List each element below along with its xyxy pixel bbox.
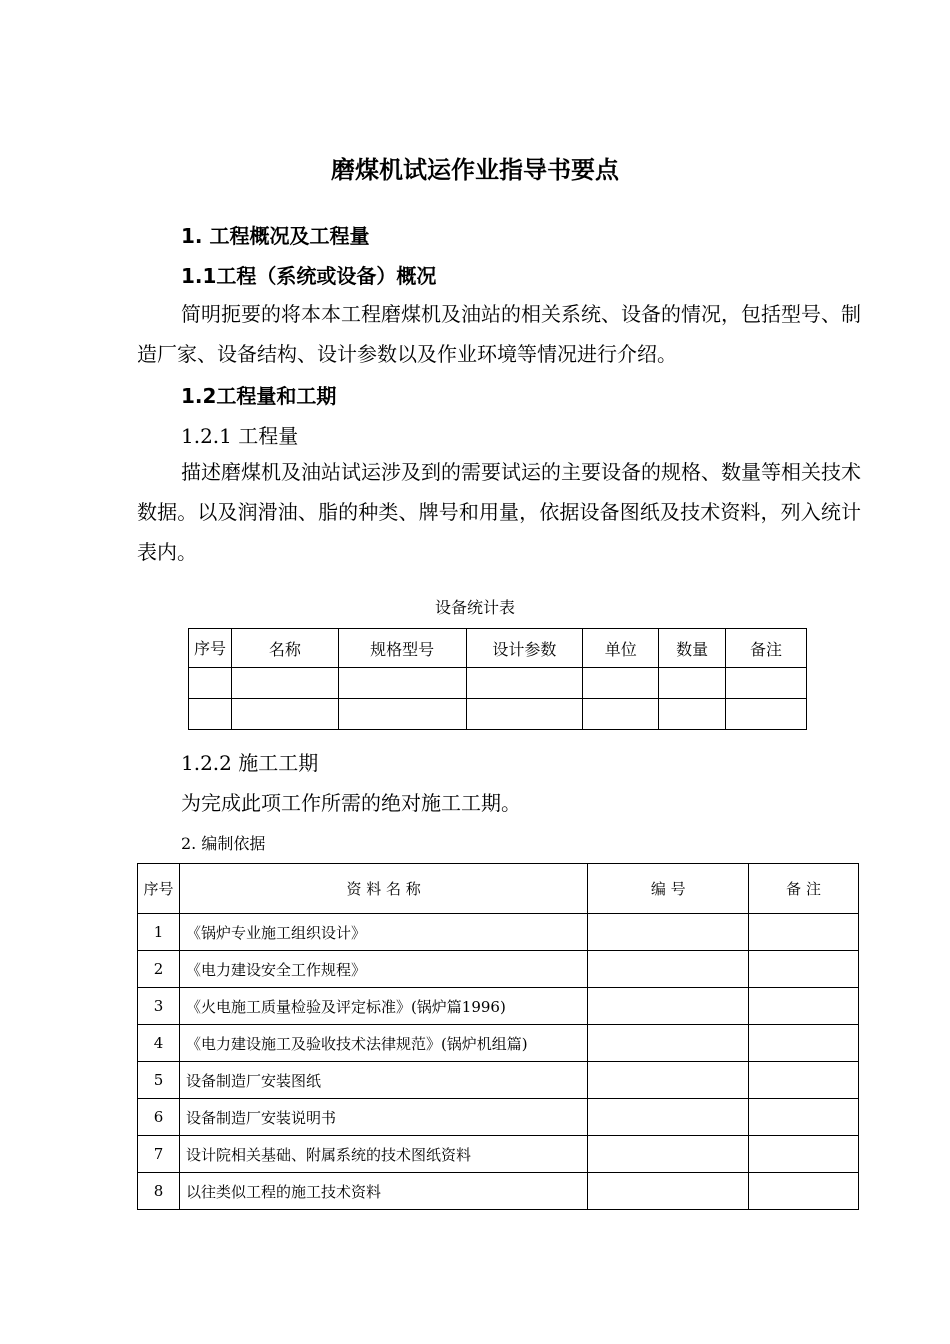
table-cell: [659, 699, 726, 730]
header-cell: 序号: [138, 864, 180, 914]
section-2-heading: 2. 编制依据: [181, 834, 266, 853]
header-cell: 序号: [189, 629, 232, 668]
document-name: 《火电施工质量检验及评定标准》(锅炉篇1996): [179, 988, 587, 1025]
document-name: 《电力建设施工及验收技术法律规范》(锅炉机组篇): [179, 1025, 587, 1062]
table-cell: [749, 988, 859, 1025]
header-cell: 单位: [583, 629, 659, 668]
table-cell: [189, 668, 232, 699]
document-name: 设备制造厂安装说明书: [179, 1099, 587, 1136]
row-number: 7: [138, 1136, 180, 1173]
table-cell: [749, 1099, 859, 1136]
row-number: 2: [138, 951, 180, 988]
table-row: [138, 914, 859, 951]
row-number: 5: [138, 1062, 180, 1099]
section-1-2-1-heading: 1.2.1 工程量: [181, 424, 299, 448]
equipment-table-header-row: [189, 629, 807, 668]
table-cell: [189, 699, 232, 730]
header-cell: 备注: [726, 629, 807, 668]
table-cell: [588, 951, 749, 988]
table-cell: [583, 699, 659, 730]
header-cell: 编 号: [588, 864, 749, 914]
table-row: [189, 699, 807, 730]
table-cell: [583, 668, 659, 699]
table-cell: [749, 1173, 859, 1210]
table-cell: [749, 1062, 859, 1099]
table-cell: [466, 668, 583, 699]
basis-table-header-row: [138, 864, 859, 914]
header-cell: 资 料 名 称: [179, 864, 587, 914]
table-cell: [726, 699, 807, 730]
row-number: 6: [138, 1099, 180, 1136]
section-1-2-2-heading: 1.2.2 施工工期: [181, 751, 319, 775]
table-row: [138, 951, 859, 988]
document-title: 磨煤机试运作业指导书要点: [331, 156, 619, 184]
basis-table: [137, 863, 859, 1210]
table-row: [189, 668, 807, 699]
section-1-1-text: 简明扼要的将本本工程磨煤机及油站的相关系统、设备的情况，包括型号、制造厂家、设备结构、设计参数以及作业环境等情况进行介绍。: [137, 302, 861, 366]
table-row: [138, 1062, 859, 1099]
section-1-2-2-text: 为完成此项工作所需的绝对施工工期。: [181, 791, 521, 815]
row-number: 1: [138, 914, 180, 951]
table-cell: [749, 914, 859, 951]
table-cell: [231, 699, 338, 730]
section-1-1-heading: 1.1工程（系统或设备）概况: [181, 264, 437, 288]
row-number: 4: [138, 1025, 180, 1062]
header-cell: 规格型号: [338, 629, 466, 668]
table-row: [138, 1099, 859, 1136]
table-cell: [749, 951, 859, 988]
section-1-2-heading: 1.2工程量和工期: [181, 384, 337, 408]
row-number: 3: [138, 988, 180, 1025]
table-cell: [726, 668, 807, 699]
table-cell: [588, 1025, 749, 1062]
table-row: [138, 988, 859, 1025]
header-cell: 备 注: [749, 864, 859, 914]
equipment-table: [188, 628, 807, 730]
document-name: 《电力建设安全工作规程》: [179, 951, 587, 988]
document-name: 设备制造厂安装图纸: [179, 1062, 587, 1099]
table-cell: [749, 1025, 859, 1062]
table-cell: [659, 668, 726, 699]
table-row: [138, 1136, 859, 1173]
header-cell: 数量: [659, 629, 726, 668]
equipment-table-caption: 设备统计表: [434, 598, 515, 617]
header-cell: 设计参数: [466, 629, 583, 668]
table-cell: [338, 699, 466, 730]
document-name: 以往类似工程的施工技术资料: [179, 1173, 587, 1210]
table-row: [138, 1173, 859, 1210]
section-1-heading: 1. 工程概况及工程量: [181, 224, 370, 248]
section-1-2-1-text: 描述磨煤机及油站试运涉及到的需要试运的主要设备的规格、数量等相关技术数据。以及润滑油、脂的种类、牌号和用量，依据设备图纸及技术资料，列入统计表内。: [137, 460, 861, 564]
table-cell: [588, 988, 749, 1025]
table-cell: [588, 1136, 749, 1173]
row-number: 8: [138, 1173, 180, 1210]
table-cell: [466, 699, 583, 730]
table-row: [138, 1025, 859, 1062]
document-name: 设计院相关基础、附属系统的技术图纸资料: [179, 1136, 587, 1173]
table-cell: [588, 1062, 749, 1099]
header-cell: 名称: [231, 629, 338, 668]
table-cell: [338, 668, 466, 699]
table-cell: [749, 1136, 859, 1173]
table-cell: [588, 1099, 749, 1136]
table-cell: [588, 914, 749, 951]
table-cell: [588, 1173, 749, 1210]
table-cell: [231, 668, 338, 699]
document-name: 《锅炉专业施工组织设计》: [179, 914, 587, 951]
